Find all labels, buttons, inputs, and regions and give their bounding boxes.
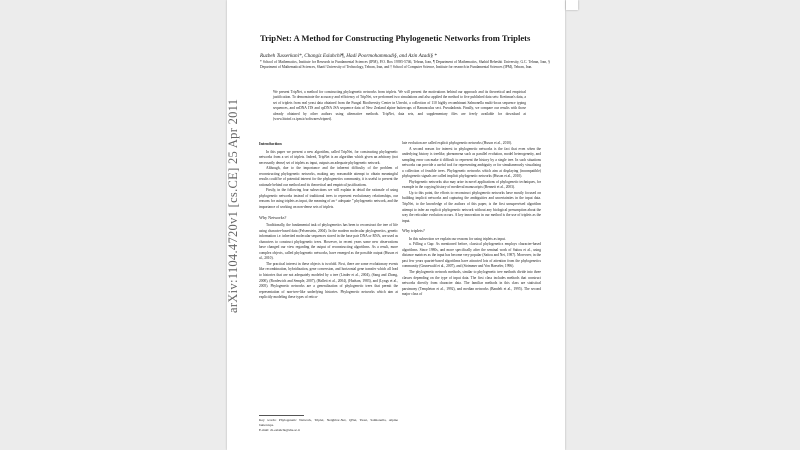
subsection-heading: Why Networks? bbox=[259, 214, 287, 220]
body-paragraph: Traditionally, the fundamental task of phylogenetics has been to reconstruct the tree of life using character-based data (Felsenstein, 2004). In the modern molecular phylogenetics, genetic information i.e. inherited molecular sequences stored in the base pair DNA or RNA, are used as characters to construct phylogenetic trees. However, in recent years some new observations have changed our view regarding the output of reconstructing algorithms. As a result, more complex objects, called phylogenetic networks, have emerged as the possible output (Huson et al., 2010). bbox=[259, 223, 398, 261]
body-paragraph: a. Filling a Gap: As mentioned before, classical phylogenetics employs character-based algorithms. Since 1980s, and more specifically after the seminal work of Saitou et al., using distance matrices as the input has become very popular (Saitou and Nei, 1987). Moreover, in the past few years quartet-based algorithms have attracted lots of attention from the phylogenetics community (Grunewald et al., 2007), and (Strimmer and Von Haeseler, 1996). bbox=[402, 242, 541, 269]
paper-title: TripNet: A Method for Constructing Phylogenetic Networks from Triplets bbox=[260, 33, 531, 43]
body-paragraph: Although, due to the importance and the inherent difficulty of the problem of reconstructing phylogenetic networks, making any reasonable attempt to obtain meaningful results could be of potential interest for the phylogenetics community, it is useful to present the rationale behind our method and its theoretical and empirical justifications. bbox=[259, 166, 398, 187]
body-paragraph: late evolution are called explicit phylogenetic networks (Huson et al., 2010). bbox=[402, 141, 513, 145]
body-paragraph: In this paper we present a new algorithm, called TripNet, for constructing phylogenetic networks from a set of triplets. Indeed, TripNet is an algorithm which given an arbitrary (not necessarily dense) set of triplets as input, outputs an adequate phylogenetic network. bbox=[259, 149, 398, 165]
body-paragraph: Firstly, in the following four subsections we will explain in detail the rationale of using phylogenetic networks instead of traditional trees to represent evolutionary relationships, our reasons for using triplets as input, the meaning of an “ adequate ” phylogenetic network, and the importance of working on non-dense sets of triplets. bbox=[259, 188, 398, 210]
paper-affiliations: * School of Mathematics, Institute for Research in Fundamental Sciences (IPM), P.O. Box 19395-5746, Tehran, Iran, ¶ Department of Mathematics, Shahid Beheshti University, G.C. Tehran, Iran, § Department of Mathematical Sciences, Sharif University of Technology, Tehran, Iran, and † School of Computer Science, Institute for research in Fundamental Sciences (IPM), Tehran, Iran. bbox=[260, 60, 550, 70]
body-paragraph: The phylogenetic network methods, similar to phylogenetic tree methods divide into three classes depending on the type of input data. The first class includes methods that construct networks directly from character data. The familiar methods in this class are statistical parsimony (Templeton et al., 1992), and median networks (Bandelt et al., 1995). The second major class of bbox=[402, 270, 541, 297]
body-paragraph: In this subsection we explain our reasons for using triplets as input. bbox=[409, 236, 506, 241]
left-column bbox=[259, 141, 398, 301]
body-paragraph: The practical interest in these objects is twofold. First, there are some evolutionary events like recombination, hybridization, gene conversion, and horizontal gene transfer which all lead to histories that are not adequately modeled by a tree (Linder et al., 2004), (Sang and Zhong, 2000), (Bordewich and Semple, 2007), (Hallett et al., 2004), (Hudson, 1983), and (Lyngs et al., 2005). Phylogenetic networks are a generalization of phylogenetic trees that permit the representation of non-tree-like underlying histories. Phylogenetic networks which aim at explicitly modeling these types of reticu- bbox=[259, 261, 398, 300]
subsection-heading: Why triplets? bbox=[402, 228, 425, 234]
email-text: E-mail: ch-eslahchi@sbu.ac.ir bbox=[259, 427, 301, 432]
body-paragraph: Phylogenetic networks also may arise in novel applications of phylogenetic techniques, for example in the copying history of medieval manuscripts (Bennett et al., 2003). bbox=[402, 179, 541, 190]
section-heading: Introduction bbox=[259, 141, 282, 146]
body-paragraph: Up to this point, the efforts to reconstruct phylogenetic networks have mostly focused on building implicit networks and capturing the ambiguities and uncertainties in the input data. TripNet, to the knowledge of the authors of this paper, is the first unsupervised algorithm attempt to infer an explicit phylogenetic network without any biological presumption about the way the reticulate evolution occurs. A key innovation in our method is the use of triplets as the input. bbox=[402, 190, 541, 223]
next-page-edge bbox=[566, 0, 578, 10]
arxiv-identifier-text: arXiv:1104.4720v1 [cs.CE] 25 Apr 2011 bbox=[226, 98, 240, 313]
right-column bbox=[402, 141, 541, 298]
body-paragraph: A second reason for interest in phylogenetic networks is the fact that even when the underlying history is treelike, phenomena such as parallel evolution, model heterogeneity, and sampling error can make it difficult to represent the history by a single tree. In such situations networks can provide a useful tool for representing ambiguity or for simultaneously visualizing a collection of feasible trees. Phylogenetic networks which aim at displaying (incompatible) phylogenetic signals are called implicit phylogenetic networks (Huson et al., 2010). bbox=[402, 146, 541, 179]
paper-abstract: We present TripNet, a method for constructing phylogenetic networks from triplets. We will present the motivations behind our approach and its theoretical and empirical justification. To demonstrate the accuracy and efficiency of TripNet, we performed two simulations and also applied the method to five published data sets: Kreitman's data, a set of triplets from real yeast data obtained from the Fungal Biodiversity Center in Utrecht, a collection of 110 highly recombinant Salmonella multi-locus sequence typing sequences, and nrDNA ITS and cpDNA JSA sequence data of New Zealand alpine buttercups of Ranunculus sect. Pseudadonis. Finally, we compare our results with those already obtained by other authors using alternative methods. TripNet, data sets, and supplementary files are freely available for download at (www.bioinf.cs.ipm.ir/softwares/tripnet). bbox=[273, 90, 526, 122]
keywords-footnote bbox=[259, 418, 398, 433]
footnote-rule bbox=[259, 415, 304, 416]
keywords-text: Key words: Phylogenetic Network, Triplet, Neighbor-Net, QNet, Yeast, Salmonella, Alpine buttercups. bbox=[259, 418, 398, 427]
paper-authors: Ruzbeh Tusserkani*, Changiz Eslahchi¶, Hadi Poormohammadi§, and Azin Azadi§ * bbox=[260, 53, 437, 59]
